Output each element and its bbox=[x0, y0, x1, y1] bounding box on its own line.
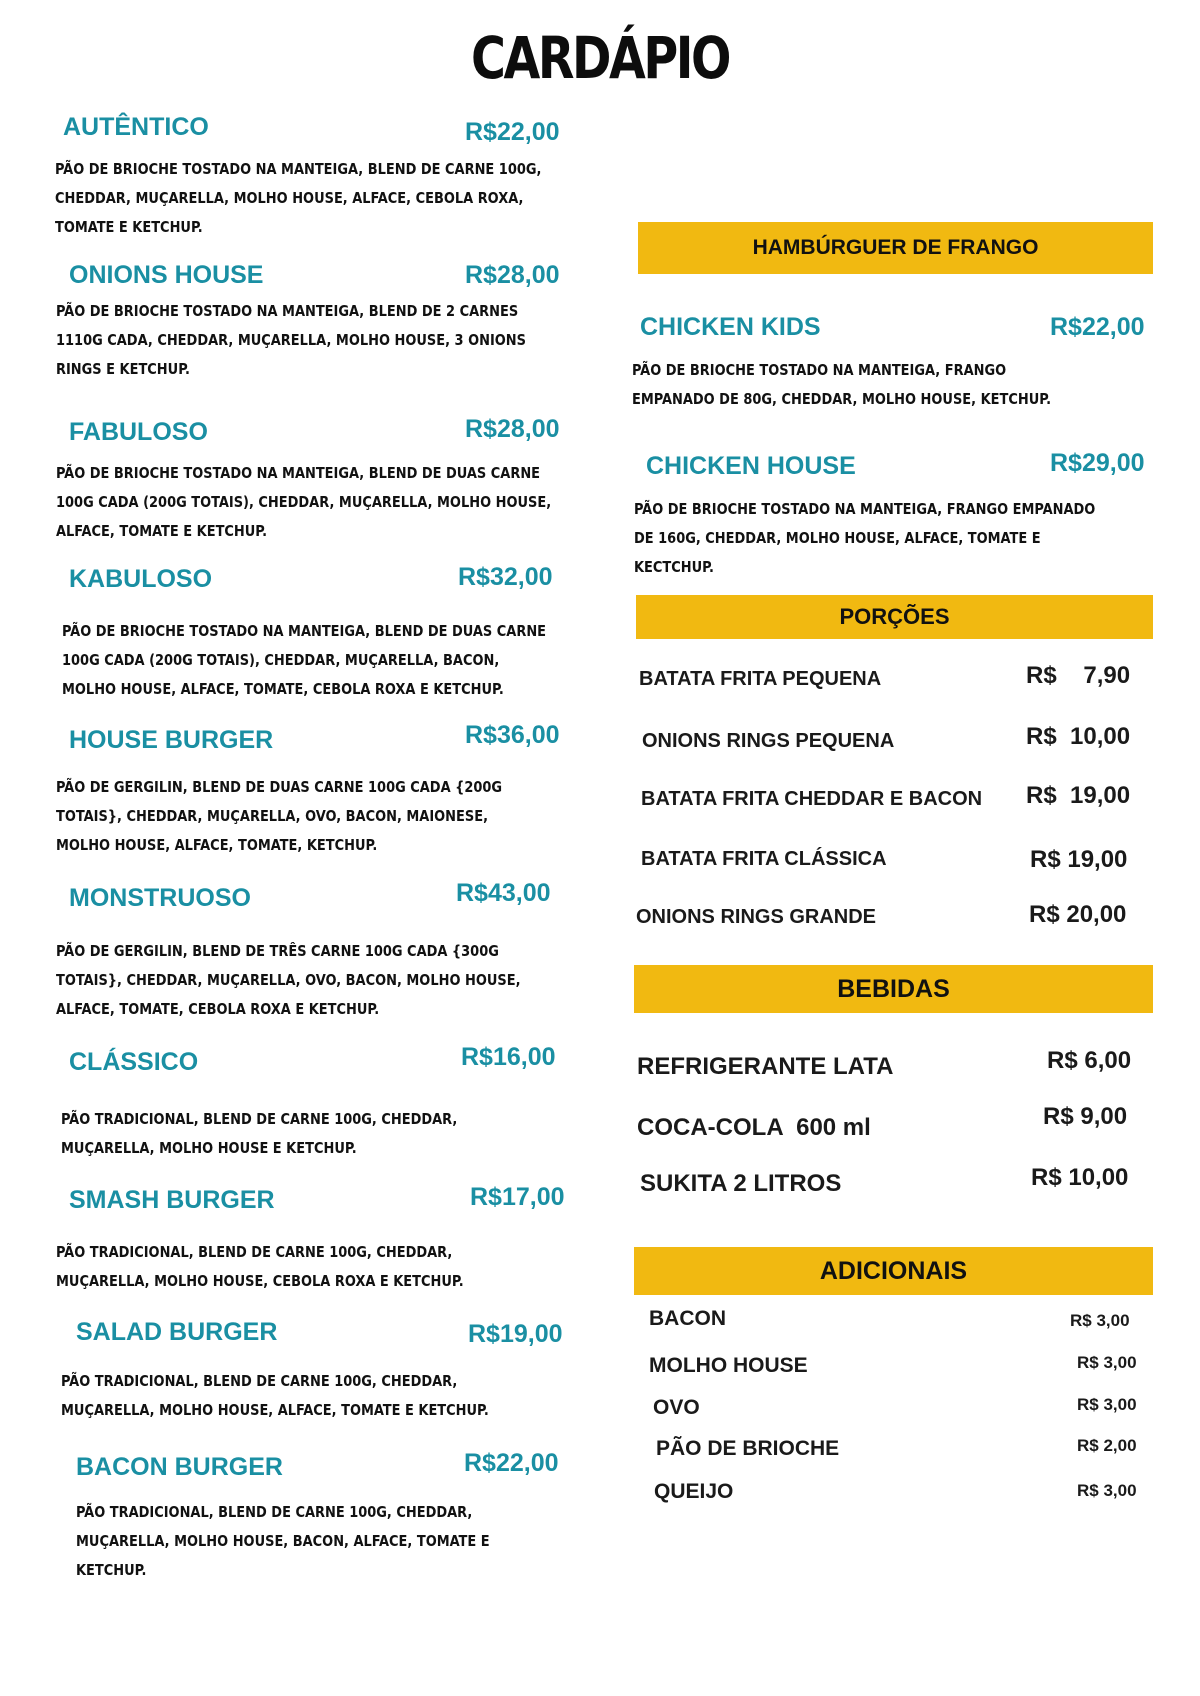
item-price: R$43,00 bbox=[456, 879, 551, 907]
item-name: CHICKEN HOUSE bbox=[646, 452, 856, 480]
porcao-price: R$ 7,90 bbox=[1026, 662, 1131, 689]
item-price: R$16,00 bbox=[461, 1043, 556, 1071]
section-header-bebidas: BEBIDAS bbox=[634, 965, 1153, 1013]
item-name: CLÁSSICO bbox=[69, 1048, 199, 1076]
item-price: R$17,00 bbox=[470, 1183, 565, 1211]
bebida-name: SUKITA 2 LITROS bbox=[640, 1170, 842, 1197]
porcao-name: BATATA FRITA CHEDDAR E BACON bbox=[641, 788, 983, 810]
adicional-price: R$ 3,00 bbox=[1077, 1353, 1137, 1372]
section-header-adicionais: ADICIONAIS bbox=[634, 1247, 1153, 1295]
item-description: PÃO DE BRIOCHE TOSTADO NA MANTEIGA, FRANGO EMPANADO DE 160G, CHEDDAR, MOLHO HOUSE, ALFACE, TOMATE E KECTCHUP. bbox=[634, 500, 1096, 576]
porcao-name: ONIONS RINGS PEQUENA bbox=[642, 730, 895, 752]
adicional-price: R$ 3,00 bbox=[1077, 1395, 1137, 1414]
item-description: PÃO TRADICIONAL, BLEND DE CARNE 100G, CHEDDAR, MUÇARELLA, MOLHO HOUSE, BACON, ALFACE, TOMATE E KETCHUP. bbox=[76, 1503, 490, 1579]
item-name: AUTÊNTICO bbox=[63, 113, 209, 141]
item-description: PÃO TRADICIONAL, BLEND DE CARNE 100G, CHEDDAR, MUÇARELLA, MOLHO HOUSE E KETCHUP. bbox=[61, 1110, 458, 1157]
item-description: PÃO DE BRIOCHE TOSTADO NA MANTEIGA, BLEND DE DUAS CARNE 100G CADA (200G TOTAIS), CHEDDAR, MUÇARELLA, BACON, MOLHO HOUSE, ALFACE, TOMATE, CEBOLA ROXA E KETCHUP. bbox=[62, 622, 547, 698]
item-description: PÃO DE GERGILIN, BLEND DE TRÊS CARNE 100G CADA {300G TOTAIS}, CHEDDAR, MUÇARELLA, OVO, BACON, MOLHO HOUSE, ALFACE, TOMATE, CEBOLA ROXA E KETCHUP. bbox=[56, 942, 521, 1018]
bebida-price: R$ 10,00 bbox=[1031, 1164, 1129, 1191]
item-price: R$28,00 bbox=[465, 415, 560, 443]
adicional-price: R$ 3,00 bbox=[1070, 1311, 1130, 1330]
item-description: PÃO DE BRIOCHE TOSTADO NA MANTEIGA, FRANGO EMPANADO DE 80G, CHEDDAR, MOLHO HOUSE, KETCHUP. bbox=[632, 361, 1052, 408]
item-description: PÃO TRADICIONAL, BLEND DE CARNE 100G, CHEDDAR, MUÇARELLA, MOLHO HOUSE, ALFACE, TOMATE E KETCHUP. bbox=[61, 1372, 489, 1419]
item-name: BACON BURGER bbox=[76, 1453, 283, 1481]
item-name: MONSTRUOSO bbox=[69, 884, 251, 912]
adicional-price: R$ 3,00 bbox=[1077, 1481, 1137, 1500]
section-header-frango: HAMBÚRGUER DE FRANGO bbox=[638, 222, 1153, 274]
porcao-name: ONIONS RINGS GRANDE bbox=[636, 906, 877, 928]
adicional-name: MOLHO HOUSE bbox=[649, 1354, 808, 1377]
porcao-price: R$ 19,00 bbox=[1026, 782, 1131, 809]
item-name: HOUSE BURGER bbox=[69, 726, 274, 754]
porcao-price: R$ 19,00 bbox=[1030, 846, 1128, 873]
bebida-name: REFRIGERANTE LATA bbox=[637, 1053, 894, 1080]
item-price: R$28,00 bbox=[465, 261, 560, 289]
item-price: R$19,00 bbox=[468, 1320, 563, 1348]
page-title: CARDÁPIO bbox=[471, 24, 729, 92]
item-description: PÃO DE BRIOCHE TOSTADO NA MANTEIGA, BLEND DE DUAS CARNE 100G CADA (200G TOTAIS), CHEDDAR, MUÇARELLA, MOLHO HOUSE, ALFACE, TOMATE E KETCHUP. bbox=[56, 464, 552, 540]
item-price: R$22,00 bbox=[465, 118, 560, 146]
adicional-price: R$ 2,00 bbox=[1077, 1436, 1137, 1455]
porcao-price: R$ 10,00 bbox=[1026, 723, 1131, 750]
section-header-porcoes: PORÇÕES bbox=[636, 595, 1153, 639]
adicional-name: QUEIJO bbox=[654, 1480, 734, 1503]
bebida-price: R$ 9,00 bbox=[1043, 1103, 1128, 1130]
item-name: FABULOSO bbox=[69, 418, 208, 446]
item-name: SMASH BURGER bbox=[69, 1186, 275, 1214]
item-price: R$29,00 bbox=[1050, 449, 1145, 477]
adicional-name: OVO bbox=[653, 1396, 700, 1419]
item-price: R$22,00 bbox=[1050, 313, 1145, 341]
item-name: ONIONS HOUSE bbox=[69, 261, 264, 289]
item-name: KABULOSO bbox=[69, 565, 213, 593]
porcao-name: BATATA FRITA CLÁSSICA bbox=[641, 848, 887, 870]
adicional-name: BACON bbox=[649, 1307, 726, 1330]
item-name: SALAD BURGER bbox=[76, 1318, 278, 1346]
item-description: PÃO DE BRIOCHE TOSTADO NA MANTEIGA, BLEND DE 2 CARNES 1110G CADA, CHEDDAR, MUÇARELLA, MOLHO HOUSE, 3 ONIONS RINGS E KETCHUP. bbox=[56, 302, 527, 378]
item-price: R$36,00 bbox=[465, 721, 560, 749]
bebida-name: COCA-COLA 600 ml bbox=[637, 1114, 871, 1141]
item-description: PÃO DE GERGILIN, BLEND DE DUAS CARNE 100G CADA {200G TOTAIS}, CHEDDAR, MUÇARELLA, OVO, BACON, MAIONESE, MOLHO HOUSE, ALFACE, TOMATE, KETCHUP. bbox=[56, 778, 503, 854]
bebida-price: R$ 6,00 bbox=[1047, 1047, 1132, 1074]
porcao-price: R$ 20,00 bbox=[1029, 901, 1127, 928]
porcao-name: BATATA FRITA PEQUENA bbox=[639, 668, 882, 690]
item-description: PÃO TRADICIONAL, BLEND DE CARNE 100G, CHEDDAR, MUÇARELLA, MOLHO HOUSE, CEBOLA ROXA E KETCHUP. bbox=[56, 1243, 464, 1290]
item-price: R$22,00 bbox=[464, 1449, 559, 1477]
item-price: R$32,00 bbox=[458, 563, 553, 591]
item-name: CHICKEN KIDS bbox=[640, 313, 821, 341]
adicional-name: PÃO DE BRIOCHE bbox=[656, 1437, 840, 1460]
item-description: PÃO DE BRIOCHE TOSTADO NA MANTEIGA, BLEND DE CARNE 100G, CHEDDAR, MUÇARELLA, MOLHO HOUSE, ALFACE, CEBOLA ROXA, TOMATE E KETCHUP. bbox=[55, 160, 542, 236]
